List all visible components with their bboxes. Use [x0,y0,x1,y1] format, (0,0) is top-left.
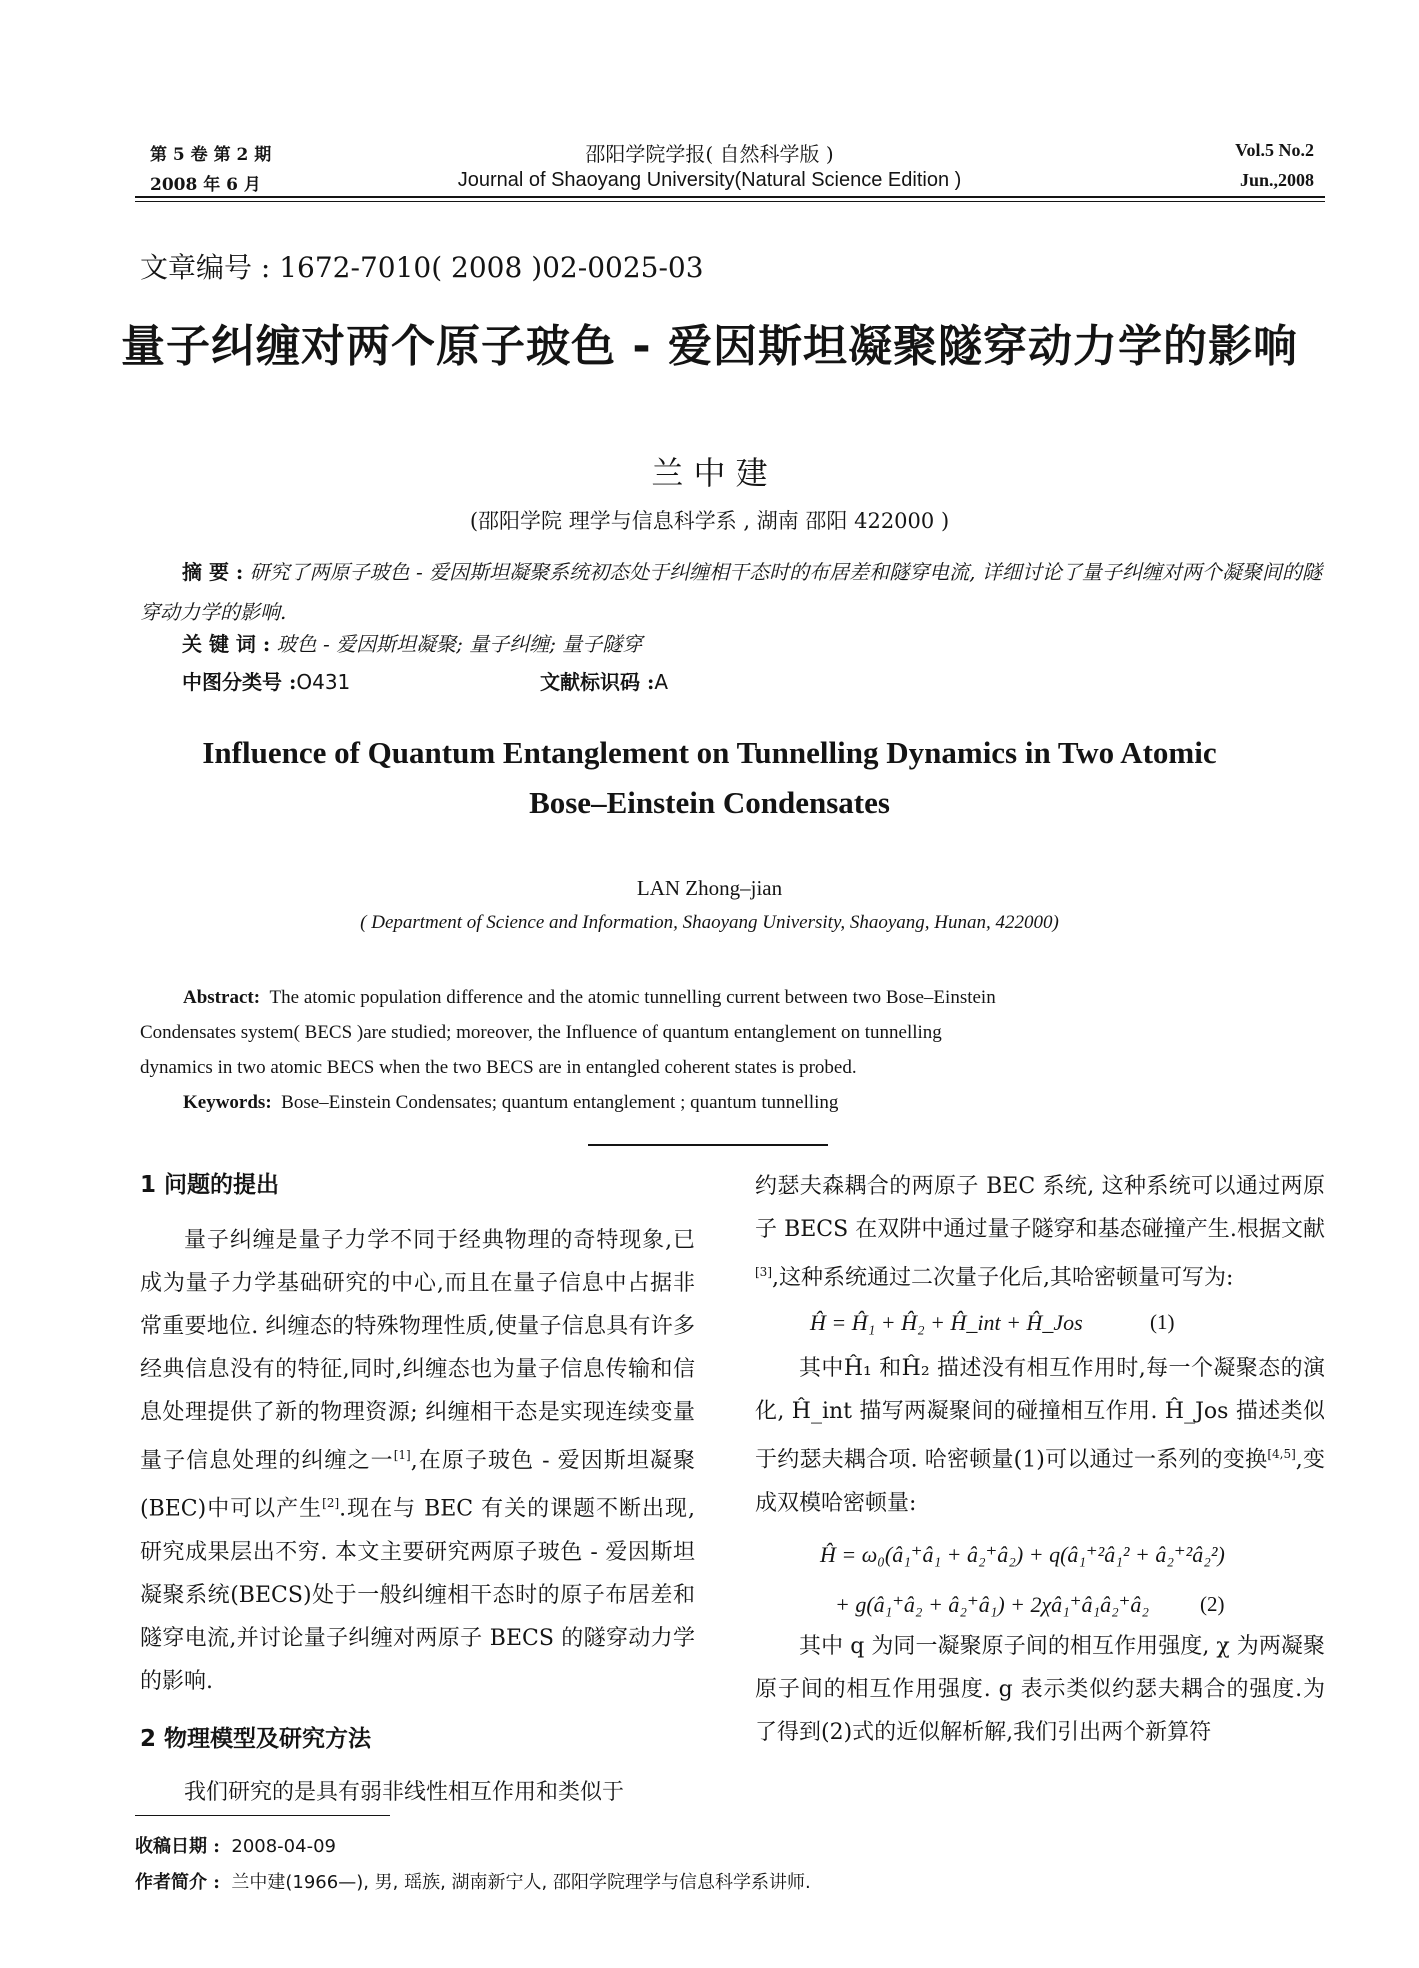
abstract-en-label: Abstract: [183,987,261,1008]
abstract-en-line1: The atomic population difference and the atomic tunnelling current between two Bose–Einstein [269,987,996,1008]
author-en: LAN Zhong–jian [636,876,783,900]
bio-value: 兰中建(1966—), 男, 瑶族, 湖南新宁人, 邵阳学院理学与信息科学系讲师. [231,1872,811,1893]
citation-2: [2] [322,1496,340,1511]
clc [182,666,350,695]
clc-label: 中图分类号 : [182,670,297,694]
section2-heading: 2 物理模型及研究方法 [140,1725,372,1752]
right-paragraph-1: 约瑟夫森耦合的两原子 BEC 系统, 这种系统可以通过两原子 BECS 在双阱中通过量子隧穿和基态碰撞产生.根据文献[3],这种系统通过二次量子化后,其哈密顿量可写为: [755,1174,1325,1291]
abstract-en-line2: Condensates system( BECS )are studied; moreover, the Influence of quantum entanglement on tunnelling [140,1022,942,1043]
keywords-cn [182,628,642,657]
equation-1-number: (1) [1150,1310,1175,1335]
header-date-en: Jun.,2008 [1239,170,1314,190]
abstract-cn [140,552,1325,632]
title-en-line2: Bose–Einstein Condensates [529,785,890,820]
equation-2-line1: Ĥ = ω₀(â₁⁺â₁ + â₂⁺â₂) + q(â₁⁺²â₁² + â₂⁺²â₂²) [820,1541,1225,1567]
header-journal-cn: 邵阳学院学报( 自然科学版 ) [585,142,834,166]
header-date-cn: 2008 年 6 月 [150,175,261,195]
header-rule-top [135,196,1325,198]
doc-code-value: A [654,670,669,694]
abstract-cn-label: 摘 要 : [182,560,244,584]
header-volume: 第 5 卷 第 2 期 [150,145,272,165]
section2-paragraph: 我们研究的是具有弱非线性相互作用和类似于 [184,1779,625,1805]
equation-2 [755,1525,1325,1625]
abstract-cn-text: 研究了两原子玻色 - 爱因斯坦凝聚系统初态处于纠缠相干态时的布居差和隧穿电流, 详细讨论了量子纠缠对两个凝聚间的隧穿动力学的影响. [140,560,1322,624]
clc-value: O431 [296,670,351,694]
citation-3: [3] [755,1265,772,1279]
abstract-en [140,980,1330,1120]
article-number: 文章编号 : 1672-7010( 2008 )02-0025-03 [140,251,704,284]
affiliation-en: ( Department of Science and Information, Shaoyang University, Shaoyang, Hunan, 422000) [360,912,1059,933]
citation-4-5: [4,5] [1267,1447,1296,1462]
doc-code [540,666,668,695]
footnote-rule [135,1815,390,1816]
received-value: 2008-04-09 [231,1836,336,1857]
doc-code-label: 文献标识码 : [540,670,655,694]
title-en [0,728,1419,828]
keywords-cn-label: 关 键 词 : [182,632,271,656]
equation-2-line2: + g(â₁⁺â₂ + â₂⁺â₁) + 2χâ₁⁺â₁â₂⁺â₂ [835,1591,1150,1617]
affiliation-cn: (邵阳学院 理学与信息科学系 , 湖南 邵阳 422000 ) [469,509,950,533]
received-label: 收稿日期 : [135,1836,220,1857]
bio-label: 作者简介 : [135,1872,220,1893]
section1-heading: 1 问题的提出 [140,1172,280,1198]
equation-2-number: (2) [1200,1591,1225,1616]
abstract-separator [588,1144,828,1146]
author-bio [135,1868,811,1894]
equation-1-body: Ĥ = Ĥ₁ + Ĥ₂ + Ĥ_int + Ĥ_Jos [810,1310,1083,1336]
header-rule-bottom [135,201,1325,202]
author-cn: 兰 中 建 [651,454,768,492]
keywords-en-label: Keywords: [183,1092,272,1113]
title-en-line1: Influence of Quantum Entanglement on Tunnelling Dynamics in Two Atomic [202,735,1217,770]
section1-paragraph: 量子纠缠是量子力学不同于经典物理的奇特现象,已成为量子力学基础研究的中心,而且在量子信息中占据非常重要地位. 纠缠态的特殊物理性质,使量子信息具有许多经典信息没有的特征,同时,纠缠态也为量子信息传输和信息处理提供了新的物理资源; 纠缠相干态是实现连续变量量子信息处理的纠缠之一[1],在原子玻色 - 爱因斯坦凝聚(BEC)中可以产生[2].现在与 BEC 有关的课题不断出现,研究成果层出不穷. 本文主要研究两原子玻色 - 爱因斯坦凝聚系统(BECS)处于一般纠缠相干态时的原子布居差和隧穿电流,并讨论量子纠缠对两原子 BECS 的隧穿动力学的影响. [140,1228,695,1694]
received-date [135,1832,336,1858]
keywords-en-text: Bose–Einstein Condensates; quantum entanglement ; quantum tunnelling [281,1092,839,1113]
left-column [140,1165,695,1814]
keywords-cn-text: 玻色 - 爱因斯坦凝聚; 量子纠缠; 量子隧穿 [276,632,643,656]
right-column [755,1165,1325,1754]
title-cn: 量子纠缠对两个原子玻色 - 爱因斯坦凝聚隧穿动力学的影响 [121,321,1298,372]
header-journal-en: Journal of Shaoyang University(Natural Science Edition ) [457,169,962,191]
header-vol-en: Vol.5 No.2 [1235,140,1314,160]
equation-1 [755,1299,1325,1347]
right-paragraph-2: 其中Ĥ₁ 和Ĥ₂ 描述没有相互作用时,每一个凝聚态的演化, Ĥ_int 描写两凝聚间的碰撞相互作用. Ĥ_Jos 描述类似于约瑟夫耦合项. 哈密顿量(1)可以通过一系列的变换[4,5],变成双模哈密顿量: [755,1356,1325,1516]
citation-1: [1] [393,1448,411,1462]
right-paragraph-3: 其中 q 为同一凝聚原子间的相互作用强度, χ 为两凝聚原子间的相互作用强度. g 表示类似约瑟夫耦合的强度.为了得到(2)式的近似解析解,我们引出两个新算符 [755,1633,1325,1745]
abstract-en-line3: dynamics in two atomic BECS when the two BECS are in entangled coherent states is probed. [140,1057,857,1078]
